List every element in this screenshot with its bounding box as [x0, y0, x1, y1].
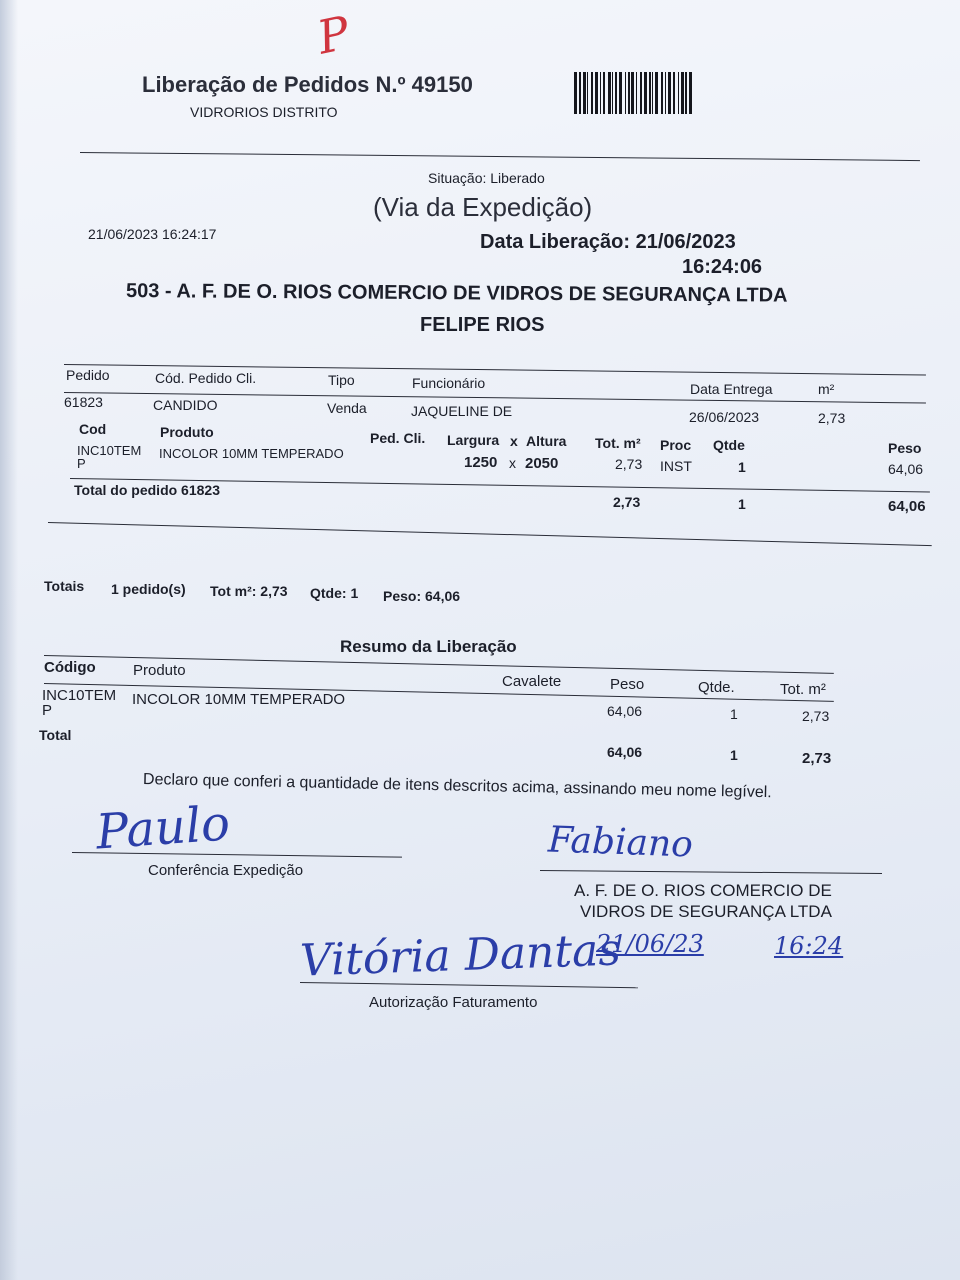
- summary-total-peso: 64,06: [607, 744, 643, 760]
- summary-col-qtde: Qtde.: [698, 679, 735, 696]
- order-cod-cli: CANDIDO: [153, 397, 218, 413]
- item-produto: INCOLOR 10MM TEMPERADO: [159, 446, 344, 461]
- summary-title: Resumo da Liberação: [340, 637, 517, 656]
- col-pedido: Pedido: [66, 367, 110, 383]
- summary-codigo-line2: P: [42, 702, 53, 719]
- order-total-m2: 2,73: [613, 494, 641, 510]
- item-col-qtde: Qtde: [713, 437, 745, 453]
- totals-label: Totais: [44, 578, 85, 594]
- col-tipo: Tipo: [328, 372, 355, 388]
- totals-qtde: Qtde: 1: [310, 585, 359, 601]
- item-col-largura: Largura: [447, 432, 500, 448]
- handwritten-time: 16:24: [774, 932, 844, 960]
- summary-produto: INCOLOR 10MM TEMPERADO: [132, 691, 346, 708]
- order-data-entrega: 26/06/2023: [689, 409, 760, 425]
- signature-label-right-line2: VIDROS DE SEGURANÇA LTDA: [580, 902, 832, 921]
- summary-codigo-line1: INC10TEM: [42, 687, 117, 704]
- handwritten-mark: P: [312, 5, 355, 65]
- item-col-peso: Peso: [888, 440, 922, 456]
- totals-m2: Tot m²: 2,73: [210, 583, 288, 599]
- item-cod-line1: INC10TEM: [77, 443, 142, 458]
- order-funcionario: JAQUELINE DE: [411, 403, 513, 419]
- barcode: [574, 72, 724, 114]
- item-qtde: 1: [738, 459, 746, 475]
- item-col-cod: Cod: [79, 421, 107, 437]
- print-datetime: 21/06/2023 16:24:17: [88, 226, 217, 242]
- item-col-proc: Proc: [660, 437, 692, 453]
- handwritten-date: 21/06/23: [596, 930, 704, 958]
- item-peso: 64,06: [888, 461, 924, 477]
- item-largura: 1250: [464, 454, 498, 471]
- release-date: Data Liberação: 21/06/2023: [480, 231, 736, 253]
- summary-col-codigo: Código: [44, 659, 96, 676]
- col-funcionario: Funcionário: [412, 375, 486, 391]
- copy-type: (Via da Expedição): [373, 192, 593, 222]
- item-tot-m2: 2,73: [615, 456, 643, 472]
- summary-total-m2: 2,73: [802, 750, 832, 767]
- summary-peso: 64,06: [607, 703, 643, 719]
- col-m2: m²: [818, 381, 835, 397]
- document-title: Liberação de Pedidos N.º 49150: [142, 72, 473, 97]
- item-col-x: x: [510, 433, 518, 449]
- summary-total-label: Total: [39, 727, 72, 743]
- signature-conferencia: Paulo: [94, 795, 232, 861]
- summary-col-tot-m2: Tot. m²: [780, 681, 826, 698]
- header-divider: [80, 152, 920, 161]
- company-name: VIDRORIOS DISTRITO: [190, 104, 338, 120]
- summary-col-produto: Produto: [133, 662, 186, 679]
- order-table-bottom-line: [48, 522, 932, 546]
- item-col-tot-m2: Tot. m²: [595, 435, 641, 451]
- item-x: x: [509, 455, 516, 471]
- order-tipo: Venda: [327, 400, 367, 416]
- signature-label-right-line1: A. F. DE O. RIOS COMERCIO DE: [574, 881, 832, 900]
- summary-col-cavalete: Cavalete: [502, 673, 562, 690]
- item-cod-line2: P: [77, 456, 86, 471]
- order-m2: 2,73: [818, 410, 846, 426]
- signature-line-bottom: [300, 982, 638, 988]
- item-col-ped-cli: Ped. Cli.: [370, 430, 426, 446]
- col-cod-cli: Cód. Pedido Cli.: [155, 370, 257, 386]
- signature-autorizacao: Vitória Dantas: [299, 924, 622, 987]
- item-col-produto: Produto: [160, 424, 214, 440]
- customer-name: 503 - A. F. DE O. RIOS COMERCIO DE VIDROS DE SEGURANÇA LTDA: [125, 280, 788, 307]
- declaration-text: Declaro que conferi a quantidade de itens descritos acima, assinando meu nome legível.: [142, 771, 772, 802]
- signature-label-left: Conferência Expedição: [148, 862, 304, 879]
- release-time: 16:24:06: [682, 256, 763, 278]
- status-text: Situação: Liberado: [428, 170, 545, 186]
- order-total-peso: 64,06: [888, 498, 926, 515]
- summary-tot-m2: 2,73: [802, 708, 830, 724]
- summary-col-peso: Peso: [610, 676, 645, 693]
- totals-peso: Peso: 64,06: [383, 588, 461, 604]
- item-altura: 2050: [525, 455, 559, 472]
- item-col-altura: Altura: [526, 433, 567, 449]
- customer-contact: FELIPE RIOS: [420, 314, 545, 336]
- signature-line-right: [540, 870, 882, 874]
- totals-pedidos: 1 pedido(s): [111, 581, 186, 597]
- summary-qtde: 1: [730, 706, 738, 722]
- item-proc: INST: [660, 458, 692, 474]
- order-total-label: Total do pedido 61823: [74, 482, 220, 498]
- signature-fabiano: Fabiano: [547, 819, 694, 866]
- signature-label-bottom: Autorização Faturamento: [369, 994, 538, 1011]
- order-pedido: 61823: [64, 394, 103, 410]
- col-data-entrega: Data Entrega: [690, 381, 773, 397]
- order-total-qtde: 1: [738, 496, 746, 512]
- summary-total-qtde: 1: [730, 747, 738, 763]
